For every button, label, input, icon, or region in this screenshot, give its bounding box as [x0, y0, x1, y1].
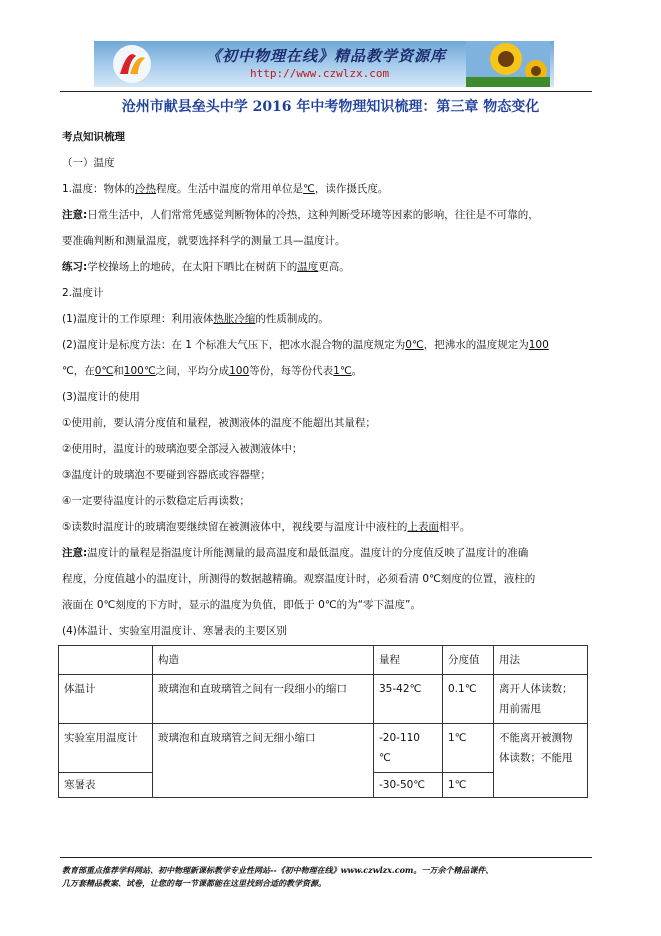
usage-item: ②使用时，温度计的玻璃泡要全部浸入被测液体中； [62, 443, 303, 455]
banner-title: 《初中物理在线》精品教学资源库 [206, 47, 447, 65]
usage-item: ⑤读数时温度计的玻璃泡要继续留在被测液体中，视线要与温度计中液柱的上表面相平。 [62, 521, 471, 533]
paragraph-usage-title: (3)温度计的使用 [62, 391, 140, 403]
table-cell: 0.1℃ [443, 675, 494, 724]
footer-line-1: 教育部重点推荐学科网站、初中物理新课标教学专业性网站--《初中物理在线》www.czwlzx.com。一万余个精品课件、 [62, 865, 494, 875]
sunflower-icon [466, 41, 550, 87]
page-title: 沧州市献县垒头中学 2016 年中考物理知识梳理：第三章 物态变化 [121, 99, 540, 115]
footer-rule [60, 857, 592, 858]
table-cell: 实验室用温度计 [59, 724, 153, 773]
table-cell: -20-110 ℃ [374, 724, 443, 773]
header-rule [60, 91, 592, 92]
paragraph-principle: (1)温度计的工作原理：利用液体热胀冷缩的性质制成的。 [62, 313, 329, 325]
paragraph-temperature-def: 1.温度：物体的冷热程度。生活中温度的常用单位是℃，读作摄氏度。 [62, 183, 389, 195]
table-cell: 体温计 [59, 675, 153, 724]
table-header-cell [59, 646, 153, 675]
header-banner [94, 41, 554, 87]
table-cell: 玻璃泡和直玻璃管之间有一段细小的缩口 [153, 675, 374, 724]
table-cell: 1℃ [443, 773, 494, 798]
paragraph-comparison-title: (4)体温计、实验室用温度计、寒暑表的主要区别 [62, 625, 287, 637]
note-1-line-1: 注意:日常生活中，人们常常凭感觉判断物体的冷热，这种判断受环境等因素的影响，往往是不可靠的， [62, 209, 539, 221]
table-row [59, 724, 588, 773]
table-cell: 1℃ [443, 724, 494, 773]
table-cell: -30-50℃ [374, 773, 443, 798]
exercise-1: 练习:学校操场上的地砖，在太阳下晒比在树荫下的温度更高。 [62, 261, 350, 273]
table-cell: 离开人体读数； 用前需甩 [494, 675, 588, 724]
section-title: 考点知识梳理 [62, 131, 125, 143]
usage-item: ①使用前，要认清分度值和量程，被测液体的温度不能超出其量程； [62, 417, 376, 429]
subsection-thermometer: 2.温度计 [62, 287, 104, 299]
site-logo-icon [112, 44, 152, 84]
usage-item: ③温度计的玻璃泡不要碰到容器底或容器壁； [62, 469, 271, 481]
table-header-cell: 用法 [494, 646, 588, 675]
table-header-cell: 构造 [153, 646, 374, 675]
table-cell: 玻璃泡和直玻璃管之间无细小缩口 [153, 724, 374, 798]
subsection-temperature: （一）温度 [62, 157, 115, 169]
paragraph-scale-line-1: (2)温度计是标度方法：在 1 个标准大气压下，把冰水混合物的温度规定为0℃，把沸水的温度规定为100 [62, 339, 549, 351]
banner-url: http://www.czwlzx.com [250, 67, 390, 80]
footer-line-2: 几万套精品教案、试卷，让您的每一节课都能在这里找到合适的教学资源。 [62, 878, 326, 888]
table-cell: 寒暑表 [59, 773, 153, 798]
note-2-line-3: 液面在 0℃刻度的下方时，显示的温度为负值，即低于 0℃的为“零下温度”。 [62, 599, 421, 611]
table-header-row [59, 646, 588, 675]
usage-item: ④一定要待温度计的示数稳定后再读数； [62, 495, 250, 507]
comparison-table [58, 645, 588, 798]
paragraph-scale-line-2: ℃，在0℃和100℃之间，平均分成100等份，每等份代表1℃。 [62, 365, 363, 377]
table-header-cell: 量程 [374, 646, 443, 675]
note-1-line-2: 要准确判断和测量温度，就要选择科学的测量工具—温度计。 [62, 235, 346, 247]
table-header-cell: 分度值 [443, 646, 494, 675]
footer-text [62, 864, 493, 890]
note-2-line-1: 注意:温度计的量程是指温度计所能测量的最高温度和最低温度。温度计的分度值反映了温度计的准确 [62, 547, 529, 559]
table-cell: 不能离开被测物 体读数；不能甩 [494, 724, 588, 798]
note-2-line-2: 程度，分度值越小的温度计，所测得的数据越精确。观察温度计时，必须看清 0℃刻度的位置，液柱的 [62, 573, 536, 585]
table-row [59, 675, 588, 724]
table-cell: 35-42℃ [374, 675, 443, 724]
